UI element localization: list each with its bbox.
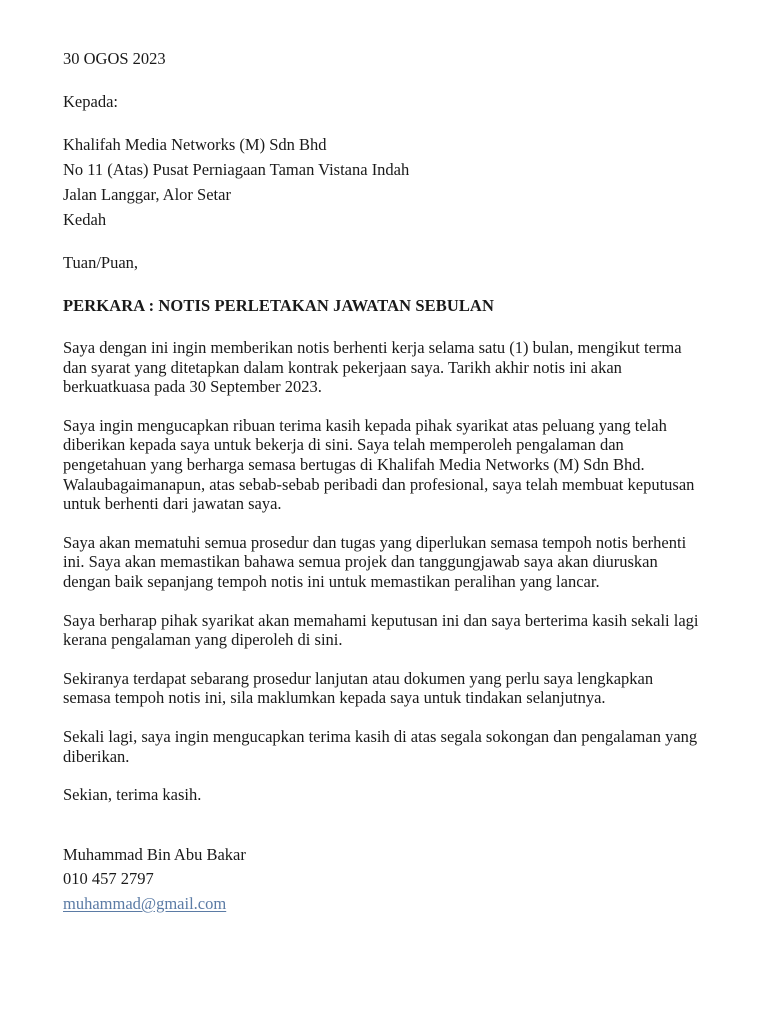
recipient-address-line-2: Jalan Langgar, Alor Setar [63, 185, 231, 204]
signer-email-row [63, 892, 700, 917]
recipient-address-line-3: Kedah [63, 210, 107, 229]
letter-subject: PERKARA : NOTIS PERLETAKAN JAWATAN SEBULAN [63, 296, 494, 315]
recipient-company: Khalifah Media Networks (M) Sdn Bhd [63, 135, 327, 154]
body-paragraph: Saya ingin mengucapkan ribuan terima kasih kepada pihak syarikat atas peluang yang telah diberikan kepada saya untuk bekerja di sini. Saya telah memperoleh pengalaman dan pengetahuan yang berharga semasa bertugas di Khalifah Media Networks (M) Sdn Bhd. Walaubagaimanapun, atas sebab-sebab peribadi dan profesional, saya telah membuat keputusan untuk berhenti dari jawatan saya. [63, 415, 695, 514]
body-paragraph: Sekiranya terdapat sebarang prosedur lanjutan atau dokumen yang perlu saya lengkapkan semasa tempoh notis ini, sila maklumkan kepada saya untuk tindakan selanjutnya. [63, 668, 654, 708]
body-paragraph: Saya berharap pihak syarikat akan memahami keputusan ini dan saya berterima kasih sekali lagi kerana pengalaman yang diperoleh di sini. [63, 610, 699, 650]
recipient-label: Kepada: [63, 92, 118, 111]
signer-name: Muhammad Bin Abu Bakar [63, 844, 246, 864]
letter-date: 30 OGOS 2023 [63, 49, 166, 68]
body-paragraph: Saya dengan ini ingin memberikan notis berhenti kerja selama satu (1) bulan, mengikut terma dan syarat yang ditetapkan dalam kontrak pekerjaan saya. Tarikh akhir notis ini akan berkuatkuasa pada 30 September 2023. [63, 338, 682, 397]
letter-closing: Sekian, terima kasih. [63, 785, 202, 805]
recipient-address-line-1: No 11 (Atas) Pusat Perniagaan Taman Vistana Indah [63, 160, 410, 179]
signer-phone: 010 457 2797 [63, 869, 154, 889]
letter-greeting: Tuan/Puan, [63, 253, 139, 272]
signature-block [63, 843, 700, 917]
signer-email-link[interactable]: muhammad@gmail.com [63, 893, 227, 913]
body-paragraph: Saya akan mematuhi semua prosedur dan tugas yang diperlukan semasa tempoh notis berhenti ini. Saya akan memastikan bahawa semua projek dan tanggungjawab saya akan diuruskan dengan baik sepanjang tempoh notis ini untuk memastikan peralihan yang lancar. [63, 532, 687, 591]
recipient-address-block [63, 132, 700, 232]
body-paragraph: Sekali lagi, saya ingin mengucapkan terima kasih di atas segala sokongan dan pengalaman yang diberikan. [63, 726, 698, 766]
